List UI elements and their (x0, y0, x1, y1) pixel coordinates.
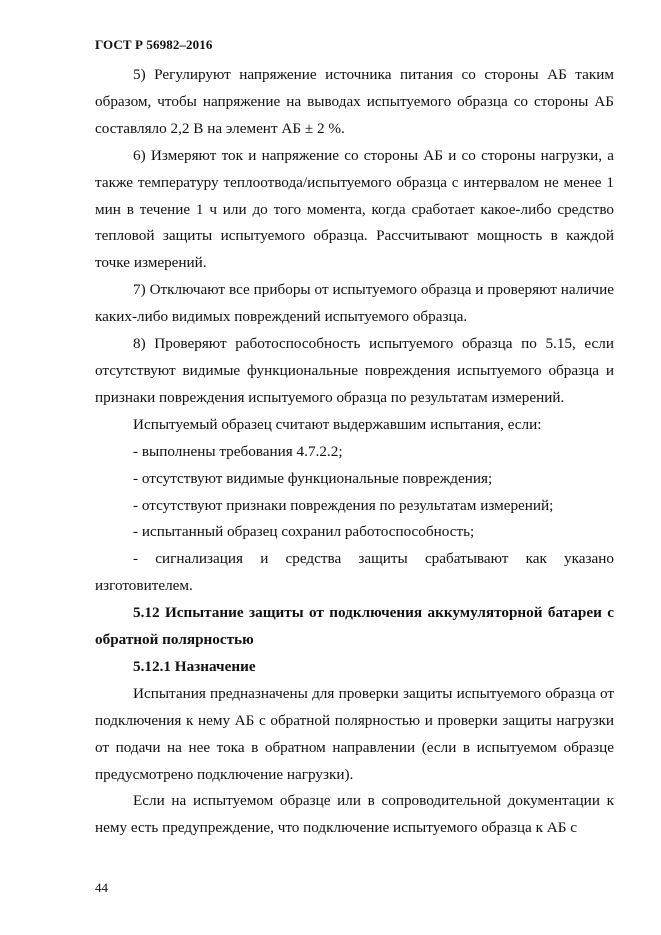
step-5-paragraph: 5) Регулируют напряжение источника питания со стороны АБ таким образом, чтобы напряжение на выводах испытуемого образца со стороны АБ составляло 2,2 В на элемент АБ ± 2 %. (95, 66, 614, 137)
criteria-list-item: - отсутствуют видимые функциональные повреждения; (133, 469, 493, 487)
step-6-paragraph: 6) Измеряют ток и напряжение со стороны АБ и со стороны нагрузки, а также температуру теплоотвода/испытуемого образца с интервалом не менее 1 мин в течение 1 ч или до того момента, когда сработает какое-либо средство тепловой защиты испытуемого образца. Рассчитывают мощность в каждой точке измерений. (95, 146, 614, 272)
document-body (95, 62, 614, 842)
document-header: ГОСТ Р 56982–2016 (95, 37, 213, 52)
criteria-list-item: - испытанный образец сохранил работоспособность; (133, 523, 475, 541)
page-number: 44 (95, 880, 108, 895)
step-8-paragraph: 8) Проверяют работоспособность испытуемого образца по 5.15, если отсутствуют видимые функциональные повреждения испытуемого образца и признаки повреждения испытуемого образца по результатам измерений. (95, 335, 614, 406)
step-7-paragraph: 7) Отключают все приборы от испытуемого образца и проверяют наличие каких-либо видимых повреждений испытуемого образца. (95, 281, 614, 326)
pass-criteria-intro: Испытуемый образец считают выдержавшим испытания, если: (133, 415, 542, 433)
criteria-list-item: - выполнены требования 4.7.2.2; (133, 442, 343, 460)
criteria-list-item: - сигнализация и средства защиты срабатывают как указано изготовителем. (95, 550, 614, 595)
criteria-list-item: - отсутствуют признаки повреждения по результатам измерений; (133, 496, 554, 514)
subsection-heading: 5.12.1 Назначение (133, 657, 256, 675)
section-heading: 5.12 Испытание защиты от подключения аккумуляторной батареи с обратной полярностью (95, 604, 614, 649)
purpose-paragraph: Испытания предназначены для проверки защиты испытуемого образца от подключения к нему АБ с обратной полярностью и проверки защиты нагрузки от подачи на нее тока в обратном направлении (если в испытуемом образце предусмотрено подключение нагрузки). (95, 684, 614, 783)
warning-paragraph: Если на испытуемом образце или в сопроводительной документации к нему есть предупреждение, что подключение испытуемого образца к АБ с (95, 792, 614, 837)
